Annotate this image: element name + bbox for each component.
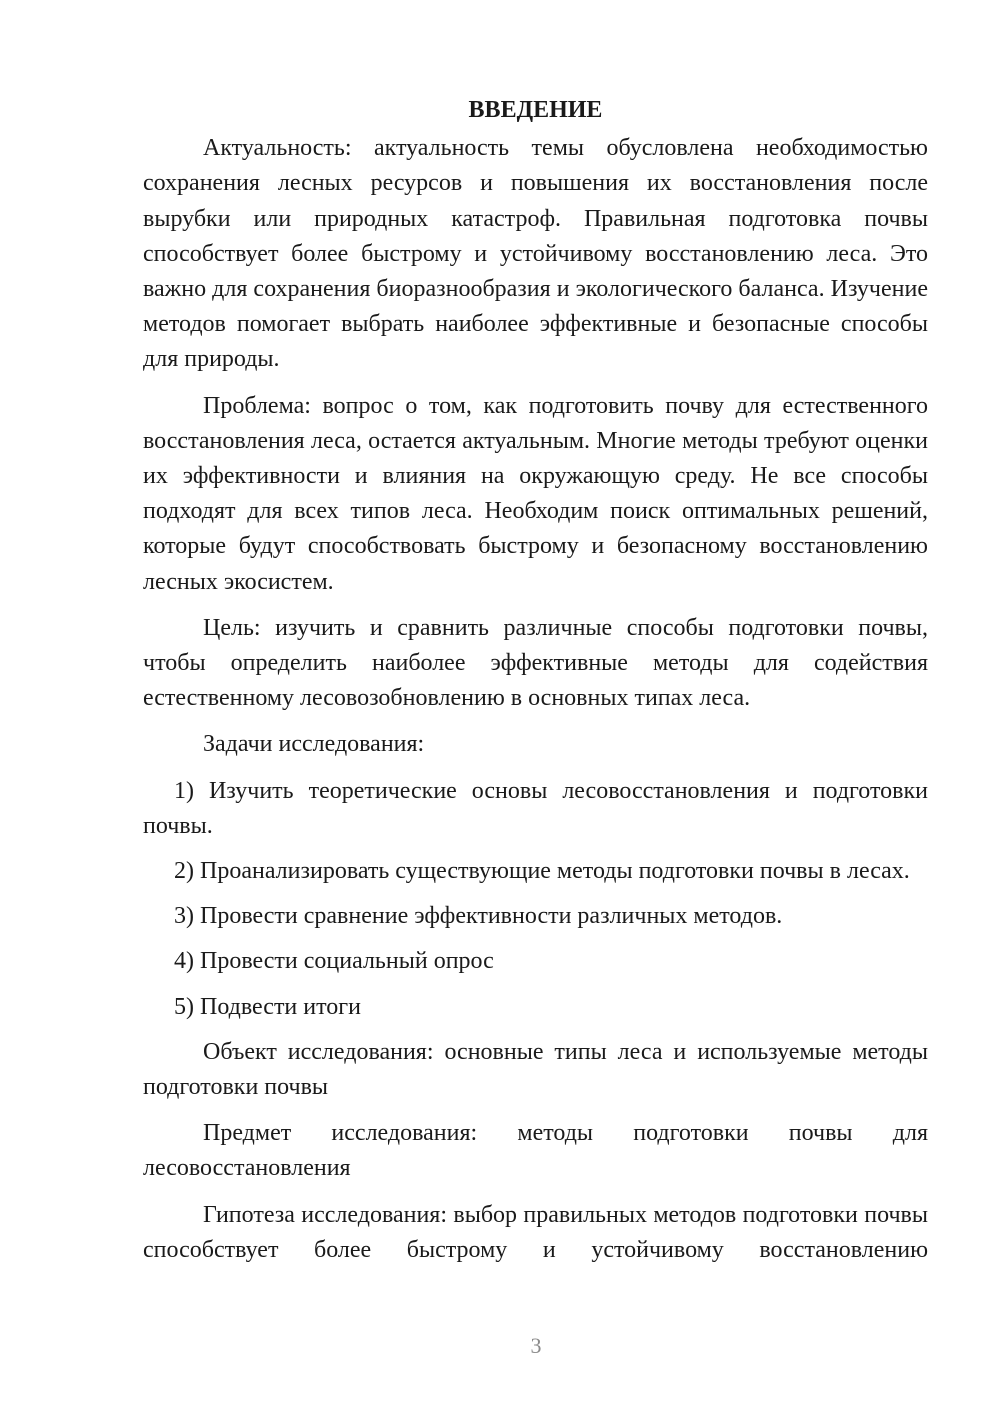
paragraph-goal: Цель: изучить и сравнить различные способы подготовки почвы, чтобы определить наиболее эффективные методы для содействия естественному лесовозобновлению в основных типах леса. (143, 614, 928, 712)
task-item-4: 4) Провести социальный опрос (174, 948, 494, 975)
paragraph-object: Объект исследования: основные типы леса и используемые методы подготовки почвы (143, 1038, 928, 1101)
task-item-5: 5) Подвести итоги (174, 993, 361, 1020)
paragraph-problem: Проблема: вопрос о том, как подготовить почву для естественного восстановления леса, остается актуальным. Многие методы требуют оценки их эффективности и влияния на окружающую среду. Не все способы подходят для всех типов леса. Необходим поиск оптимальных решений, которые будут способствовать быстрому и безопасному восстановлению лесных экосистем. (143, 392, 928, 595)
paragraph-subject: Предмет исследования: методы подготовки почвы для лесовосстановления (143, 1120, 928, 1182)
page-content (143, 93, 928, 1279)
page-number: 3 (530, 1333, 542, 1358)
task-item-2: 2) Проанализировать существующие методы подготовки почвы в лесах. (174, 858, 910, 885)
tasks-heading: Задачи исследования: (203, 731, 425, 758)
paragraph-hypothesis: Гипотеза исследования: выбор правильных методов подготовки почвы способствует более быстрому и устойчивому восстановлению (143, 1201, 928, 1263)
paragraph-relevance: Актуальность: актуальность темы обусловлена необходимостью сохранения лесных ресурсов и повышения их восстановления после вырубки или природных катастроф. Правильная подготовка почвы способствует более быстрому и устойчивому восстановлению леса. Это важно для сохранения биоразнообразия и экологического баланса. Изучение методов помогает выбрать наиболее эффективные и безопасные способы для природы. (143, 135, 928, 373)
task-item-3: 3) Провести сравнение эффективности различных методов. (174, 903, 783, 930)
task-item-1: 1) Изучить теоретические основы лесовосстановления и подготовки почвы. (143, 777, 928, 839)
section-title: ВВЕДЕНИЕ (468, 97, 603, 123)
